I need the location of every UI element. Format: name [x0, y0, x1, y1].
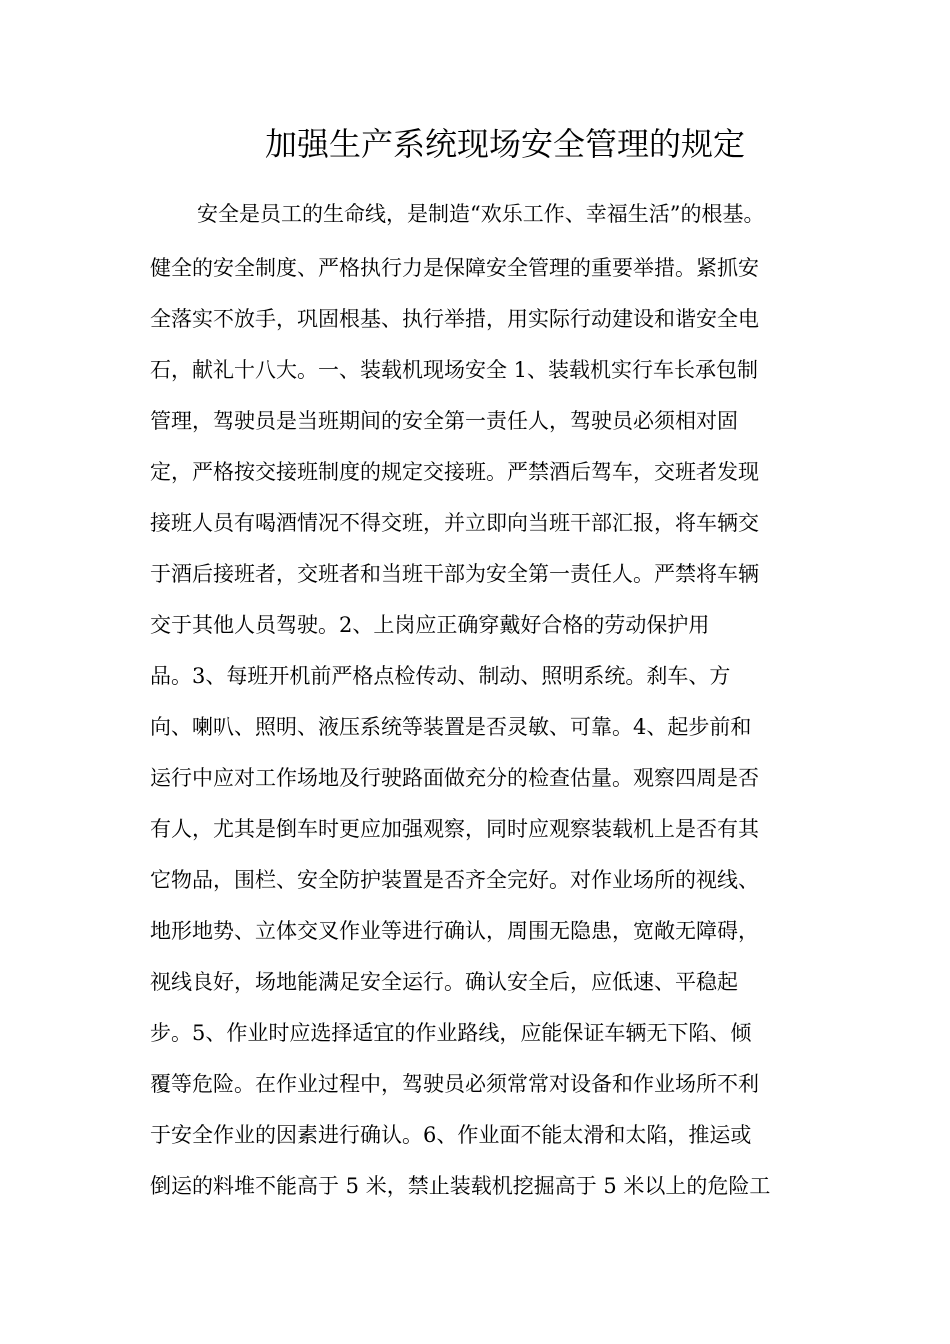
body-text-line: 向、喇叭、照明、液压系统等装置是否灵敏、可靠。4、起步前和: [150, 715, 752, 739]
body-text-line: 定，严格按交接班制度的规定交接班。严禁酒后驾车，交班者发现: [150, 460, 759, 484]
body-text-line: 它物品，围栏、安全防护装置是否齐全完好。对作业场所的视线、: [150, 868, 759, 892]
body-text-line: 管理，驾驶员是当班期间的安全第一责任人，驾驶员必须相对固: [150, 409, 738, 433]
body-text-line: 有人，尤其是倒车时更应加强观察，同时应观察装载机上是否有其: [150, 817, 759, 841]
body-text-line: 安全是员工的生命线，是制造“欢乐工作、幸福生活”的根基。: [197, 202, 765, 226]
body-text-line: 全落实不放手，巩固根基、执行举措，用实际行动建设和谐安全电: [150, 307, 759, 331]
body-text-line: 健全的安全制度、严格执行力是保障安全管理的重要举措。紧抓安: [150, 256, 759, 280]
body-text-line: 接班人员有喝酒情况不得交班，并立即向当班干部汇报，将车辆交: [150, 511, 759, 535]
body-text-line: 视线良好，场地能满足安全运行。确认安全后，应低速、平稳起: [150, 970, 738, 994]
body-text-line: 步。5、作业时应选择适宜的作业路线，应能保证车辆无下陷、倾: [150, 1021, 752, 1045]
body-text-line: 石，献礼十八大。一、装载机现场安全 1、装载机实行车长承包制: [150, 358, 759, 382]
body-text-line: 覆等危险。在作业过程中，驾驶员必须常常对设备和作业场所不利: [150, 1072, 759, 1096]
body-text-line: 地形地势、立体交叉作业等进行确认，周围无隐患，宽敞无障碍，: [150, 919, 759, 943]
body-text-line: 运行中应对工作场地及行驶路面做充分的检查估量。观察四周是否: [150, 766, 759, 790]
body-text-line: 品。3、每班开机前严格点检传动、制动、照明系统。刹车、方: [150, 664, 731, 688]
document-title: 加强生产系统现场安全管理的规定: [264, 125, 745, 163]
body-text-line: 于安全作业的因素进行确认。6、作业面不能太滑和太陷，推运或: [150, 1123, 752, 1147]
body-text-line: 于酒后接班者，交班者和当班干部为安全第一责任人。严禁将车辆: [150, 562, 759, 586]
body-text-line: 交于其他人员驾驶。2、上岗应正确穿戴好合格的劳动保护用: [150, 613, 710, 637]
body-text-line: 倒运的料堆不能高于 5 米，禁止装载机挖掘高于 5 米以上的危险工: [150, 1174, 771, 1198]
